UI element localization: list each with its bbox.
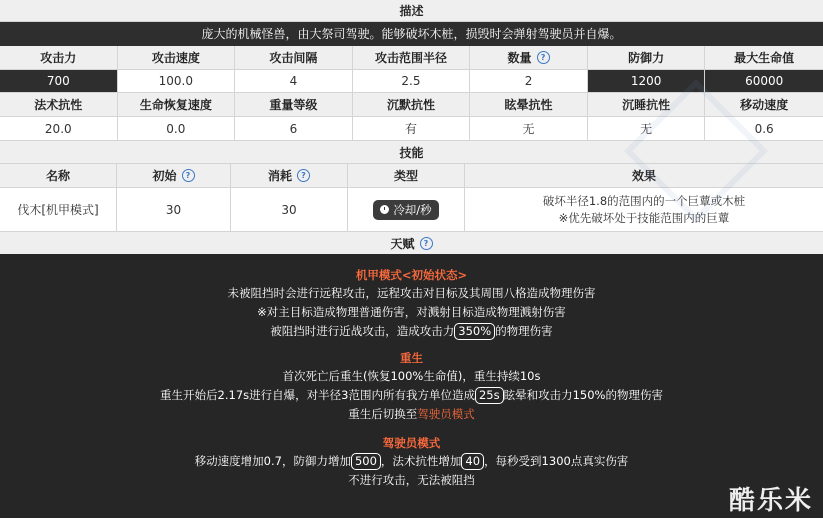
stat-value-move-speed: 0.6 [705, 117, 823, 141]
stat-header-count [470, 46, 588, 70]
site-watermark-logo: 酷乐米 [728, 486, 813, 516]
stats1-header-row [0, 46, 823, 70]
talent-pilot-line1-tail: ，每秒受到1300点真实伤害 [484, 454, 629, 468]
stat-value-stun-resist: 无 [470, 117, 588, 141]
help-icon[interactable]: ? [182, 169, 195, 182]
stats2-header-row [0, 93, 823, 117]
stat-value-attack-speed: 100.0 [118, 70, 236, 93]
stat-header-attack-range: 攻击范围半径 [353, 46, 471, 70]
help-icon[interactable]: ? [420, 237, 433, 250]
skills-header: 技能 [0, 141, 823, 164]
stats2-value-row [0, 117, 823, 141]
skill-type [348, 188, 465, 232]
talent-pilot-title: 驾驶员模式 [382, 436, 441, 450]
help-icon[interactable]: ? [297, 169, 310, 182]
stat-value-magic-resist: 20.0 [0, 117, 118, 141]
skill-col-initial-label: 初始 [152, 169, 177, 183]
stat-value-attack: 700 [0, 70, 118, 93]
skill-cost: 30 [231, 188, 348, 232]
talent-rebirth-line3 [0, 405, 823, 424]
talent-rebirth-line1: 首次死亡后重生(恢复100%生命值)，重生持续10s [282, 369, 541, 383]
stat-value-hp-regen: 0.0 [118, 117, 236, 141]
talent-mech-line2: ※对主目标造成物理普通伤害，对溅射目标造成物理溅射伤害 [257, 305, 566, 319]
stat-header-sleep-resist: 沉睡抗性 [588, 93, 706, 117]
stat-header-max-hp: 最大生命值 [705, 46, 823, 70]
stat-header-attack-speed: 攻击速度 [118, 46, 236, 70]
value-box: 500 [351, 453, 381, 470]
talent-mech-line3 [0, 322, 823, 341]
stat-header-silence-resist: 沉默抗性 [353, 93, 471, 117]
stat-header-weight: 重量等级 [235, 93, 353, 117]
skill-col-cost-label: 消耗 [267, 169, 292, 183]
skill-col-type: 类型 [348, 164, 465, 188]
talent-mech-title: 机甲模式<初始状态> [355, 268, 468, 282]
skill-effect-line2: ※优先破坏处于技能范围内的巨蕈 [558, 210, 730, 225]
talent-mech-line3-text: 被阻挡时进行近战攻击，造成攻击力 [270, 324, 455, 338]
skills-column-header-row [0, 164, 823, 188]
value-box: 350% [454, 323, 495, 340]
talent-pilot-line2: 不进行攻击，无法被阻挡 [348, 473, 475, 487]
stat-header-count-label: 数量 [507, 51, 532, 65]
stat-value-max-hp: 60000 [705, 70, 823, 93]
talent-header [0, 232, 823, 254]
skill-initial: 30 [117, 188, 231, 232]
skill-effect-line1: 破坏半径1.8的范围内的一个巨蕈或木桩 [542, 193, 746, 208]
stat-header-attack-interval: 攻击间隔 [235, 46, 353, 70]
skill-name: 伐木[机甲模式] [0, 188, 117, 232]
skill-col-effect: 效果 [465, 164, 823, 188]
talent-mech-line1: 未被阻挡时会进行远程攻击，远程攻击对目标及其周围八格造成物理伤害 [227, 286, 596, 300]
cooldown-badge [373, 200, 438, 220]
help-icon[interactable]: ? [537, 51, 550, 64]
pilot-mode-link[interactable]: 驾驶员模式 [417, 407, 475, 421]
talent-rebirth-title: 重生 [400, 351, 423, 365]
clock-icon [380, 205, 389, 214]
stat-header-magic-resist: 法术抗性 [0, 93, 118, 117]
stat-header-stun-resist: 眩晕抗性 [470, 93, 588, 117]
stat-header-hp-regen: 生命恢复速度 [118, 93, 236, 117]
talent-header-label: 天赋 [390, 236, 415, 251]
talent-pilot-line1-text: 移动速度增加0.7，防御力增加 [194, 454, 351, 468]
talent-mech-line3-tail: 的物理伤害 [495, 324, 553, 338]
stat-header-move-speed: 移动速度 [705, 93, 823, 117]
stat-value-attack-range: 2.5 [353, 70, 471, 93]
skill-col-cost [231, 164, 348, 188]
stat-value-defense: 1200 [588, 70, 706, 93]
value-box: 40 [461, 453, 484, 470]
cooldown-badge-label: 冷却/秒 [393, 202, 432, 217]
stat-value-weight: 6 [235, 117, 353, 141]
stats1-value-row [0, 70, 823, 93]
skill-col-name: 名称 [0, 164, 117, 188]
talent-rebirth-line2-tail: 眩晕和攻击力150%的物理伤害 [503, 388, 663, 402]
talent-pilot-line1 [0, 452, 823, 471]
value-box: 25s [475, 387, 504, 404]
talent-rebirth-line3-text: 重生后切换至 [348, 407, 418, 421]
talent-rebirth-line2 [0, 386, 823, 405]
talent-body [0, 254, 823, 518]
description-header: 描述 [0, 0, 823, 22]
stat-value-sleep-resist: 无 [588, 117, 706, 141]
description-text: 庞大的机械怪兽，由大祭司驾驶。能够破坏木桩，损毁时会弹射驾驶员并自爆。 [0, 22, 823, 46]
stat-value-count: 2 [470, 70, 588, 93]
stat-header-attack: 攻击力 [0, 46, 118, 70]
skill-row [0, 188, 823, 232]
talent-rebirth-line2-text: 重生开始后2.17s进行自爆，对半径3范围内所有我方单位造成 [160, 388, 475, 402]
stat-value-attack-interval: 4 [235, 70, 353, 93]
stat-header-defense: 防御力 [588, 46, 706, 70]
talent-pilot-line1-mid: ，法术抗性增加 [380, 454, 462, 468]
skill-col-initial [117, 164, 231, 188]
skill-effect [465, 188, 823, 232]
stat-value-silence-resist: 有 [353, 117, 471, 141]
